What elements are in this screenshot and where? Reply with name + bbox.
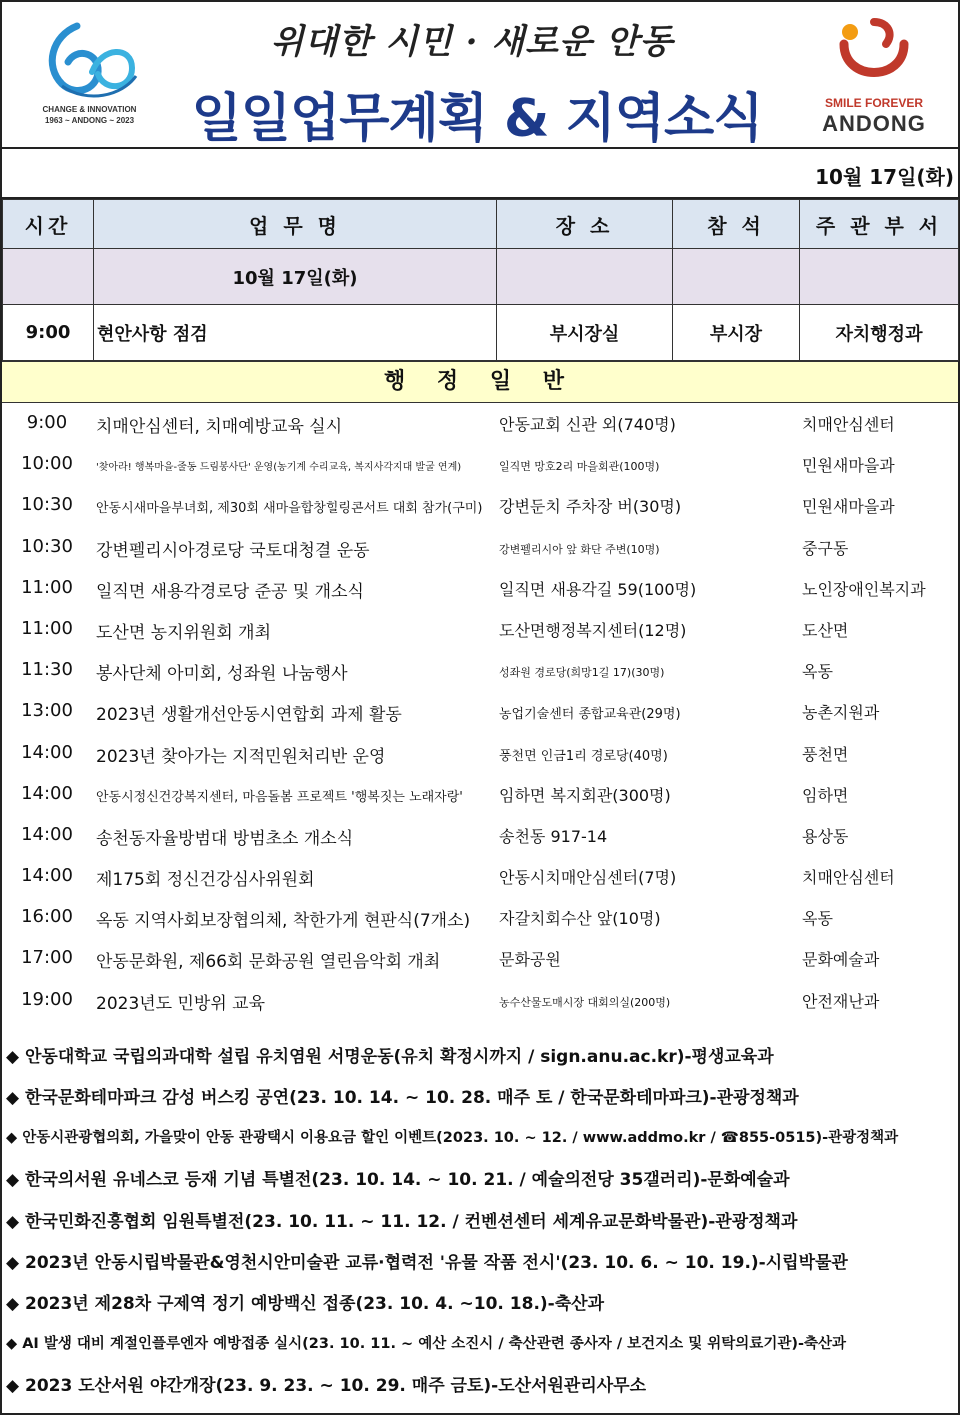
list-item: 14:00 송천동자율방범대 방범초소 개소식 송천동 917-14 용상동 [21, 823, 849, 849]
date-subheader: 10월 17일(화) [94, 249, 497, 305]
header-task: 업 무 명 [94, 200, 497, 249]
slogan: 위대한 시민 · 새로운 안동 [270, 22, 674, 62]
notice-item: ◆ 안동시관광협의회, 가을맞이 안동 관광택시 이용요금 할인 이벤트(2023. 10. ~ 12. / www.addmo.kr / ☎855-0515)-관광정책과 [6, 1130, 899, 1147]
smile-icon [814, 12, 934, 96]
list-item: 14:00 2023년 찾아가는 지적민원처리반 운영 풍천면 인금1리 경로당(40명) 풍천면 [21, 741, 849, 767]
list-item: 19:00 2023년도 민방위 교육 농수산물도매시장 대회의실(200명) 안전재난과 [21, 988, 880, 1014]
list-item: 9:00 치매안심센터, 치매예방교육 실시 안동교회 신관 외(740명) 치매안심센터 [26, 412, 895, 437]
row-time: 9:00 [3, 305, 94, 361]
notice-list [2, 1033, 958, 1404]
header [2, 2, 958, 149]
row-place: 부시장실 [497, 305, 673, 361]
notice-item: ◆ 2023년 안동시립박물관&영천시안미술관 교류·협력전 '유물 작품 전시'(23. 10. 6. ~ 10. 19.)-시립박물관 [6, 1252, 848, 1273]
anniversary-logo [32, 16, 147, 131]
list-item: 14:00 제175회 정신건강심사위원회 안동시치매안심센터(7명) 치매안심센터 [21, 865, 895, 891]
header-time: 시간 [3, 200, 94, 249]
date-subheader-row [3, 249, 959, 305]
andong-text: ANDONG [822, 111, 926, 136]
section-title: 행 정 일 반 [2, 361, 958, 403]
notice-item: ◆ 2023 도산서원 야간개장(23. 9. 23. ~ 10. 29. 매주 금토)-도산서원관리사무소 [6, 1376, 647, 1397]
notice-item: ◆ 한국민화진흥협회 임원특별전(23. 10. 11. ~ 11. 12. / 컨벤션센터 세계유교문화박물관)-관광정책과 [6, 1211, 798, 1232]
sixty-icon [32, 16, 147, 106]
current-date: 10월 17일(화) [815, 165, 954, 189]
row-attend: 부시장 [673, 305, 800, 361]
list-item: 17:00 안동문화원, 제66회 문화공원 열린음악회 개최 문화공원 문화예술과 [21, 947, 880, 973]
list-item: 13:00 2023년 생활개선안동시연합회 과제 활동 농업기술센터 종합교육관(29명) 농촌지원과 [21, 700, 880, 726]
header-place: 장 소 [497, 200, 673, 249]
list-item: 11:30 봉사단체 아미회, 성좌원 나눔행사 성좌원 경로당(희망1길 17)(30명) 옥동 [21, 659, 833, 685]
list-item: 16:00 옥동 지역사회보장협의체, 착한가게 현판식(7개소) 자갈치회수산 앞(10명) 옥동 [21, 906, 833, 932]
list-item: 10:30 안동시새마을부녀회, 제30회 새마을합창힐링콘서트 대회 참가(구미) 강변둔치 주차장 버(30명) 민원새마을과 [21, 494, 895, 517]
list-item: 10:00 '찾아라! 행복마을-줄동 드림봉사단' 운영(농기계 수리교육, 복지사각지대 발굴 연계) 일직면 망호2리 마을회관(100명) 민원새마을과 [21, 453, 895, 476]
row-task: 현안사항 점검 [94, 305, 497, 361]
list-item: 14:00 안동시정신건강복지센터, 마음돌봄 프로젝트 '행복짓는 노래자랑' 임하면 복지회관(300명) 임하면 [21, 782, 849, 805]
list-item: 11:00 도산면 농지위원회 개최 도산면행정복지센터(12명) 도산면 [21, 617, 849, 643]
header-dept: 주 관 부 서 [800, 200, 959, 249]
table-header [3, 200, 959, 249]
notice-item: ◆ AI 발생 대비 계절인플루엔자 예방접종 실시(23. 10. 11. ~ 예산 소진시 / 축산관련 종사자 / 보건지소 및 위탁의료기관)-축산과 [6, 1336, 847, 1353]
schedule-table [2, 199, 959, 361]
andong-logo [814, 12, 934, 137]
list-item: 10:30 강변펠리시아경로당 국토대청결 운동 강변펠리시아 앞 화단 주변(10명) 중구동 [21, 535, 849, 561]
row-dept: 자치행정과 [800, 305, 959, 361]
notice-item: ◆ 2023년 제28차 구제역 정기 예방백신 접종(23. 10. 4. ~10. 18.)-축산과 [6, 1293, 604, 1314]
notice-item: ◆ 안동대학교 국립의과대학 설립 유치염원 서명운동(유치 확정시까지 / sign.anu.ac.kr)-평생교육과 [6, 1046, 774, 1067]
smile-forever-text: SMILE FOREVER [824, 96, 923, 110]
table-row [3, 305, 959, 361]
page-title: 일일업무계획 & 지역소식 [191, 89, 763, 149]
logo-caption: CHANGE & INNOVATION 1963 ~ ANDONG ~ 2023 [42, 105, 137, 125]
general-schedule-list [2, 403, 958, 1021]
list-item: 11:00 일직면 새용각경로당 준공 및 개소식 일직면 새용각길 59(100명) 노인장애인복지과 [21, 576, 926, 602]
notice-item: ◆ 한국의서원 유네스코 등재 기념 특별전(23. 10. 14. ~ 10. 21. / 예술의전당 35갤러리)-문화예술과 [6, 1170, 790, 1191]
notice-item: ◆ 한국문화테마파크 감성 버스킹 공연(23. 10. 14. ~ 10. 28. 매주 토 / 한국문화테마파크)-관광정책과 [6, 1088, 799, 1108]
date-row [2, 149, 958, 199]
header-attend: 참 석 [673, 200, 800, 249]
